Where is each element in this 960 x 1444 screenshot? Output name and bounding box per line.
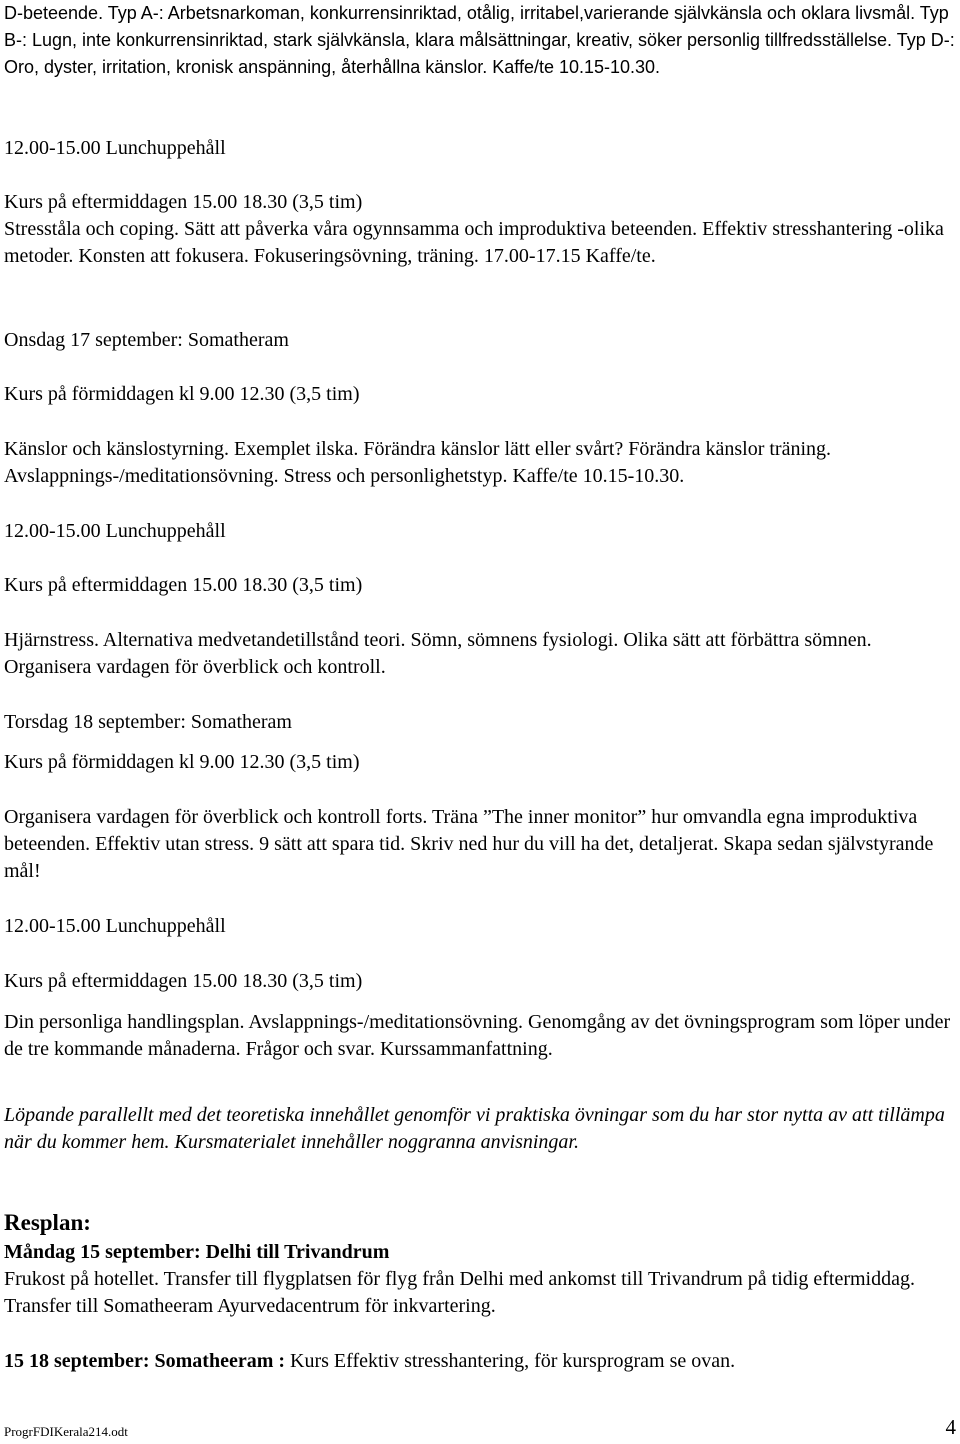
- lunch-break-2: 12.00-15.00 Lunchuppehåll: [4, 520, 226, 542]
- resplan-title: Resplan:: [4, 1210, 91, 1235]
- morning-description-2: Känslor och känslostyrning. Exemplet ilska. Förändra känslor lätt eller svårt? Förändra känslor träning. Avslappnings-/meditationsövning. Stress och personlighetstyp. Kaffe/te 10.15-10.30.: [4, 438, 832, 487]
- lunch-break-1: 12.00-15.00 Lunchuppehåll: [4, 137, 226, 159]
- course-dates: 15 18 september: Somatheeram :: [4, 1350, 286, 1372]
- course-summary: [4, 1348, 956, 1375]
- intro-paragraph: D-beteende. Typ A-: Arbetsnarkoman, konkurrensinriktad, otålig, irritabel,varierande självkänsla och oklara livsmål. Typ B-: Lugn, inte konkurrensinriktad, stark självkänsla, klara målsättningar, kreativ, söker personlig tillfredsställelse. Typ D-: Oro, dyster, irritation, kronisk anspänning, återhållna känslor. Kaffe/te 10.15-10.30.: [4, 3, 955, 77]
- practice-note: Löpande parallellt med det teoretiska innehållet genomför vi praktiska övningar som du har stor nytta av att tillämpa när du kommer hem. Kursmaterialet innehåller noggranna anvisningar.: [4, 1104, 945, 1153]
- afternoon-course-3: Kurs på eftermiddagen 15.00 18.30 (3,5 tim): [4, 970, 363, 992]
- monday-description: Frukost på hotellet. Transfer till flygplatsen för flyg från Delhi med ankomst till Trivandrum på tidig eftermiddag. Transfer till Somatheeram Ayurvedacentrum för inkvartering.: [4, 1268, 915, 1317]
- footer-filename: ProgrFDIKerala214.odt: [4, 1424, 128, 1439]
- afternoon-description-1: Stresståla och coping. Sätt att påverka våra ogynnsamma och improduktiva beteenden. Effektiv stresshantering -olika metoder. Konsten att fokusera. Fokuseringsövning, träning. 17.00-17.15 Kaffe/te.: [4, 218, 944, 267]
- afternoon-description-2: Hjärnstress. Alternativa medvetandetillstånd teori. Sömn, sömnens fysiologi. Olika sätt att förbättra sömnen. Organisera vardagen för överblick och kontroll.: [4, 629, 872, 678]
- heading-wednesday: Onsdag 17 september: Somatheram: [4, 329, 289, 351]
- heading-thursday: Torsdag 18 september: Somatheram: [4, 711, 292, 733]
- afternoon-description-3: Din personliga handlingsplan. Avslappnings-/meditationsövning. Genomgång av det övningsprogram som löper under de tre kommande månaderna. Frågor och svar. Kurssammanfattning.: [4, 1011, 951, 1060]
- morning-description-3: Organisera vardagen för överblick och kontroll forts. Träna ”The inner monitor” hur omvandla egna improduktiva beteenden. Effektiv utan stress. 9 sätt att spara tid. Skriv ned hur du vill ha det, detaljerat. Skapa sedan självstyrande mål!: [4, 806, 934, 882]
- lunch-break-3: 12.00-15.00 Lunchuppehåll: [4, 915, 226, 937]
- course-description: Kurs Effektiv stresshantering, för kursprogram se ovan.: [285, 1350, 736, 1372]
- page-number: 4: [945, 1415, 956, 1439]
- morning-course-2: Kurs på förmiddagen kl 9.00 12.30 (3,5 tim): [4, 383, 360, 405]
- heading-monday: Måndag 15 september: Delhi till Trivandrum: [4, 1241, 390, 1263]
- afternoon-course-1: Kurs på eftermiddagen 15.00 18.30 (3,5 tim): [4, 191, 363, 213]
- afternoon-course-2: Kurs på eftermiddagen 15.00 18.30 (3,5 tim): [4, 574, 363, 596]
- morning-course-3: Kurs på förmiddagen kl 9.00 12.30 (3,5 tim): [4, 751, 360, 773]
